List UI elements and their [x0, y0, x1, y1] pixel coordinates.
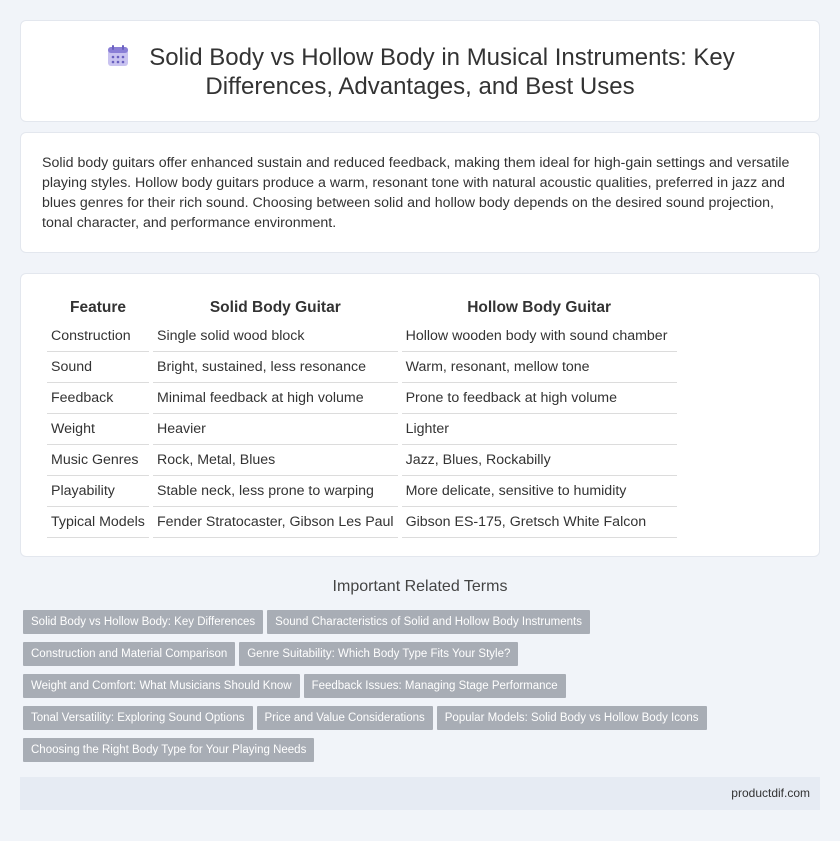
table-cell: Construction — [47, 321, 149, 352]
page-title-text: Solid Body vs Hollow Body in Musical Instruments: Key Differences, Advantages, and Best Uses — [149, 44, 735, 100]
intro-paragraph: Solid body guitars offer enhanced sustain and reduced feedback, making them ideal for high-gain settings and versatile playing styles. Hollow body guitars produce a warm, resonant tone with natural acoustic qualities, preferred in jazz and blues genres for their rich sound. Choosing between solid and hollow body depends on the desired sound projection, tonal character, and performance environment. — [42, 155, 790, 231]
footer-site-link[interactable]: productdif.com — [731, 786, 810, 800]
table-cell: Minimal feedback at high volume — [153, 383, 398, 414]
table-row — [47, 414, 677, 445]
table-row — [47, 445, 677, 476]
table-row — [47, 352, 677, 383]
table-cell: Music Genres — [47, 445, 149, 476]
related-term-tag[interactable]: Weight and Comfort: What Musicians Should Know — [23, 674, 300, 698]
related-term-tag[interactable]: Tonal Versatility: Exploring Sound Options — [23, 706, 253, 730]
table-cell: Sound — [47, 352, 149, 383]
tag-row — [23, 674, 803, 706]
column-header-solid-body: Solid Body Guitar — [209, 299, 341, 316]
table-cell: Stable neck, less prone to warping — [153, 476, 398, 507]
table-cell: More delicate, sensitive to humidity — [402, 476, 677, 507]
related-term-tag[interactable]: Popular Models: Solid Body vs Hollow Body Icons — [437, 706, 707, 730]
related-term-tag[interactable]: Sound Characteristics of Solid and Hollow Body Instruments — [267, 610, 590, 634]
related-term-tag[interactable]: Construction and Material Comparison — [23, 642, 235, 666]
column-header-feature: Feature — [70, 299, 126, 316]
related-term-tag[interactable]: Feedback Issues: Managing Stage Performance — [304, 674, 566, 698]
comparison-table-card — [20, 273, 820, 557]
title-wrap — [21, 43, 819, 101]
related-term-tag[interactable]: Choosing the Right Body Type for Your Playing Needs — [23, 738, 314, 762]
table-cell: Rock, Metal, Blues — [153, 445, 398, 476]
table-cell: Weight — [47, 414, 149, 445]
tag-row — [23, 642, 803, 674]
related-terms-heading: Important Related Terms — [332, 578, 508, 595]
footer-bar — [20, 777, 820, 810]
page-title — [81, 43, 759, 101]
table-cell: Fender Stratocaster, Gibson Les Paul — [153, 507, 398, 538]
tag-row — [23, 738, 803, 770]
intro-card — [20, 132, 820, 253]
table-cell: Warm, resonant, mellow tone — [402, 352, 677, 383]
table-row — [47, 476, 677, 507]
table-cell: Feedback — [47, 383, 149, 414]
related-term-tag[interactable]: Solid Body vs Hollow Body: Key Differences — [23, 610, 263, 634]
table-cell: Typical Models — [47, 507, 149, 538]
table-cell: Prone to feedback at high volume — [402, 383, 677, 414]
table-cell: Jazz, Blues, Rockabilly — [402, 445, 677, 476]
table-cell: Playability — [47, 476, 149, 507]
header-card — [20, 20, 820, 122]
table-cell: Single solid wood block — [153, 321, 398, 352]
comparison-table — [43, 295, 681, 538]
table-cell: Hollow wooden body with sound chamber — [402, 321, 677, 352]
tag-row — [23, 610, 803, 642]
related-term-tag[interactable]: Price and Value Considerations — [257, 706, 433, 730]
table-row — [47, 321, 677, 352]
table-cell: Gibson ES-175, Gretsch White Falcon — [402, 507, 677, 538]
table-cell: Heavier — [153, 414, 398, 445]
table-row — [47, 507, 677, 538]
table-header-row — [47, 295, 677, 321]
calendar-icon — [105, 43, 131, 69]
table-cell: Lighter — [402, 414, 677, 445]
tag-row — [23, 706, 803, 738]
column-header-hollow-body: Hollow Body Guitar — [467, 299, 611, 316]
table-cell: Bright, sustained, less resonance — [153, 352, 398, 383]
related-term-tag[interactable]: Genre Suitability: Which Body Type Fits Your Style? — [239, 642, 518, 666]
table-row — [47, 383, 677, 414]
related-terms-tags — [23, 610, 803, 770]
